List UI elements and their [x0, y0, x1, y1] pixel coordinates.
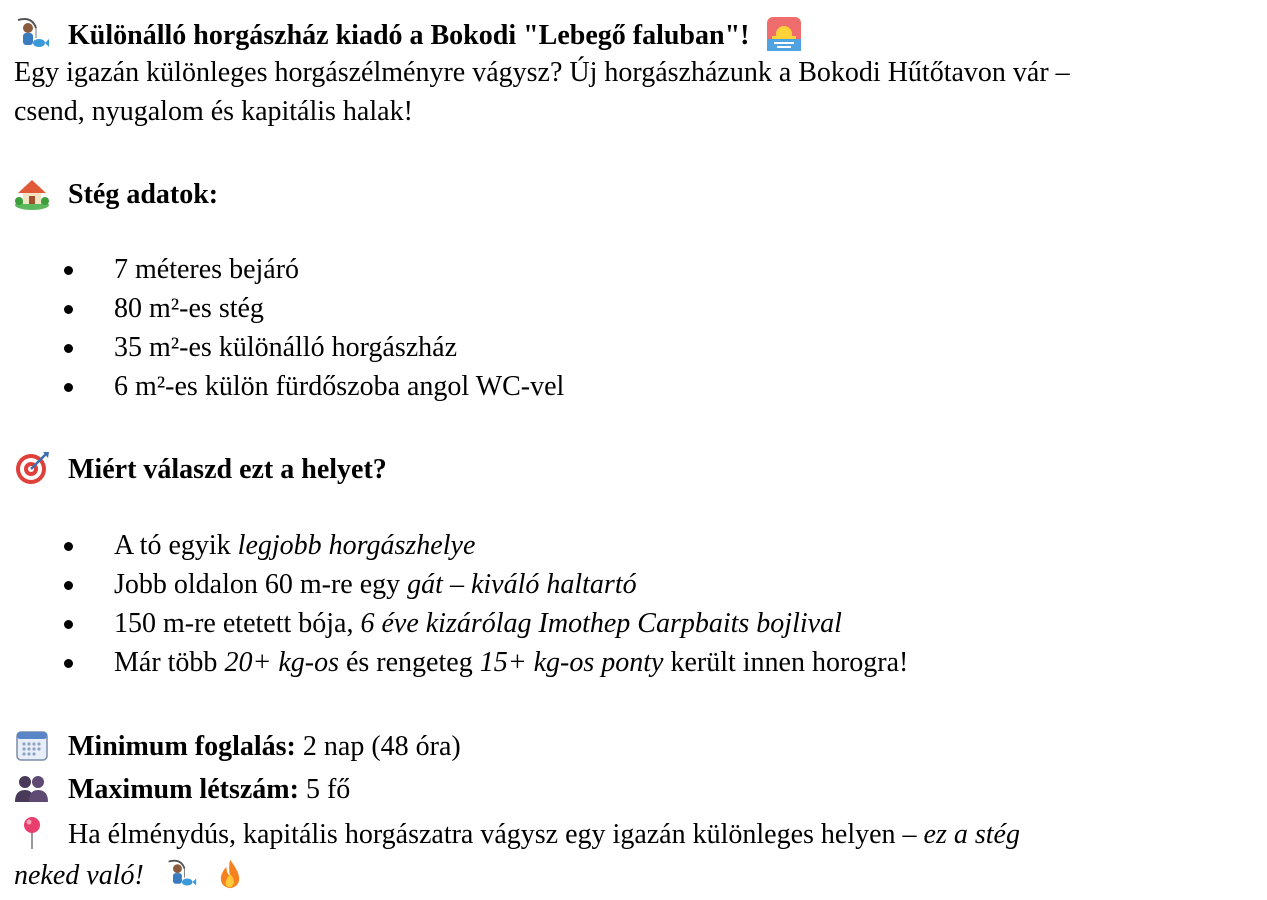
list-item-text: és rengeteg — [338, 647, 480, 678]
list-item-text: került innen horogra! — [663, 647, 909, 678]
list-item-text: 35 m²-es különálló horgászház — [114, 332, 458, 363]
list-item — [0, 645, 908, 684]
list-item-emphasis: 15+ kg-os ponty — [479, 647, 664, 678]
list-item — [0, 606, 908, 645]
why-heading-row — [14, 450, 387, 488]
round-pushpin-icon — [14, 815, 50, 851]
steg-list — [0, 252, 564, 408]
fire-icon — [214, 858, 246, 890]
house-with-garden-icon — [14, 175, 50, 211]
sunrise-icon — [766, 16, 802, 52]
list-item — [0, 291, 564, 330]
closing-text: Ha élménydús, kapitális horgászatra vágysz egy igazán különleges helyen – — [68, 819, 924, 850]
list-item-text: Már több — [114, 647, 225, 678]
list-item-text: 6 m²-es külön fürdőszoba angol WC-vel — [114, 371, 565, 402]
list-item — [0, 528, 908, 567]
list-item-text: Jobb oldalon 60 m-re egy — [114, 569, 408, 600]
list-item — [0, 369, 564, 408]
min-booking-value: 2 nap (48 óra) — [302, 731, 461, 762]
why-list — [0, 528, 908, 684]
steg-heading-row — [14, 175, 218, 213]
list-item-emphasis: gát – kiváló haltartó — [407, 569, 637, 600]
closing-line-2 — [14, 858, 246, 894]
min-booking-row — [14, 727, 461, 765]
list-item-text: 80 m²-es stég — [114, 293, 264, 324]
list-item — [0, 330, 564, 369]
page-title: Különálló horgászház kiadó a Bokodi "Lebegő faluban"! — [68, 20, 750, 51]
list-item — [0, 252, 564, 291]
max-people-row — [14, 770, 350, 808]
list-item — [0, 567, 908, 606]
max-people-label: Maximum létszám: — [68, 774, 299, 805]
list-item-emphasis: 20+ kg-os — [224, 647, 339, 678]
intro-line-2: csend, nyugalom és kapitális halak! — [14, 96, 413, 127]
steg-heading: Stég adatok: — [68, 179, 219, 210]
intro-line-1: Egy igazán különleges horgászélményre vágysz? Új horgászházunk a Bokodi Hűtőtavon vár – — [14, 57, 1070, 88]
max-people-value: 5 fő — [305, 774, 351, 805]
closing-emphasis: ez a stég — [923, 819, 1020, 850]
list-item-text: A tó egyik — [114, 530, 238, 561]
direct-hit-target-icon — [14, 450, 50, 486]
min-booking-label: Minimum foglalás: — [68, 731, 296, 762]
closing-line-1 — [14, 815, 1020, 853]
closing-text-2: neked való! — [14, 860, 144, 891]
fishing-person-icon — [14, 16, 50, 52]
calendar-icon — [14, 727, 50, 763]
people-icon — [14, 770, 50, 806]
fishing-person-icon — [165, 858, 197, 890]
list-item-emphasis: legjobb horgászhelye — [237, 530, 476, 561]
why-heading: Miért válaszd ezt a helyet? — [68, 454, 387, 485]
list-item-text: 7 méteres bejáró — [114, 254, 300, 285]
page-title-row — [14, 16, 802, 54]
list-item-emphasis: 6 éve kizárólag Imothep Carpbaits bojlival — [360, 608, 842, 639]
list-item-text: 150 m-re etetett bója, — [114, 608, 361, 639]
